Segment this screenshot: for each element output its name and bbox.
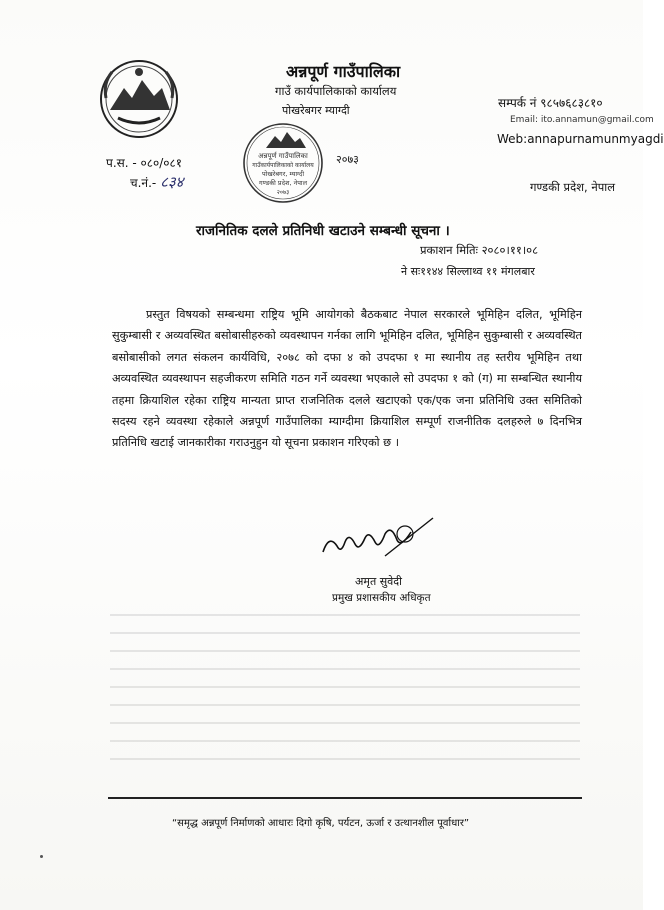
seal-line2: गाउँकार्यपालिकाको कार्यालय	[252, 162, 314, 169]
contact-web: Web:annapurnamunmyagdi	[497, 132, 664, 146]
seal-line4: गण्डकी प्रदेश, नेपाल	[258, 179, 308, 187]
stray-mark	[40, 855, 43, 858]
notice-body-text: प्रस्तुत विषयको सम्बन्धमा राष्ट्रिय भूमि आयोगको बैठकबाट नेपाल सरकारले भूमिहिन दलित, भूमिहिन सुकुम्बासी र अव्यवस्थित बसोबासीहरुको व्यवस्थापन गर्नका लागि भूमिहिन दलित, भूमिहिन सुकुम्बासी र अव्यवस्थित बसोबासीको लगत संकलन कार्यविधि, २०७८ को दफा ४ को उपदफा १ मा स्थानीय तह स्तरीय भूमिहिन तथा अव्यवस्थित व्यवस्थापन सहजीकरण समिति गठन गर्ने व्यवस्था भएकाले सो उपदफा १ को (ग) मा सम्बन्धित स्थानीय तहमा क्रियाशिल रहेका राष्ट्रिय मान्यता प्राप्त राजनितिक दलले खटाएको एक/एक जना प्रतिनिधि उक्त समितिको सदस्य रहने व्यवस्था रहेकाले अन्नपूर्ण गाउँपालिका म्याग्दीमा क्रियाशिल सम्पूर्ण राजनीतिक दलहरुले ७ दिनभित्र प्रतिनिधि खटाई जानकारीका गराउनुहुन यो सूचना प्रकाशन गरिएको छ ।	[112, 308, 582, 450]
contact-phone: सम्पर्क नं ९८५७६८३८१०	[498, 96, 603, 110]
seal-year: २०७३	[336, 153, 359, 166]
notice-body	[112, 304, 582, 454]
org-name: अन्नपूर्ण गाउँपालिका	[286, 62, 401, 81]
office-seal-icon	[242, 122, 324, 204]
seal-line5: २०७३	[276, 189, 290, 196]
signature-icon	[315, 512, 440, 570]
org-office: गाउँ कार्यपालिकाको कार्यालय	[275, 84, 397, 98]
signatory-name: अमृत सुवेदी	[355, 575, 402, 588]
chalani-label: च.नं.-	[130, 176, 157, 190]
contact-email: Email: ito.annamun@gmail.com	[510, 115, 654, 125]
publish-date: प्रकाशन मितिः २०८०।११।०८	[420, 243, 539, 257]
chalani-value: ८३४	[160, 173, 184, 191]
patra-sankhya: प.स. - ०८०/०८१	[106, 156, 182, 170]
org-address: पोखरेबगर म्याग्दी	[282, 104, 350, 117]
seal-line1: अन्नपूर्ण गाउँपालिका	[258, 152, 308, 160]
footer-slogan: “समृद्ध अन्नपूर्ण निर्माणको आधारः दिगो कृषि, पर्यटन, ऊर्जा र उत्थानशील पूर्वाधार”	[172, 818, 470, 829]
footer-divider	[108, 797, 582, 799]
seal-line3: पोखरेबगर, म्याग्दी	[261, 170, 305, 178]
chalani-number	[130, 172, 183, 192]
nepal-emblem-icon	[98, 58, 180, 140]
bleed-through	[110, 598, 580, 783]
province: गण्डकी प्रदेश, नेपाल	[530, 180, 616, 194]
notice-subject: राजनितिक दलले प्रतिनिधी खटाउने सम्बन्धी सूचना ।	[196, 223, 450, 239]
nepal-samvat-date: ने सः११४४ सिल्लाथ्व ११ मंगलबार	[401, 265, 535, 278]
signatory-title: प्रमुख प्रशासकीय अधिकृत	[332, 592, 431, 604]
